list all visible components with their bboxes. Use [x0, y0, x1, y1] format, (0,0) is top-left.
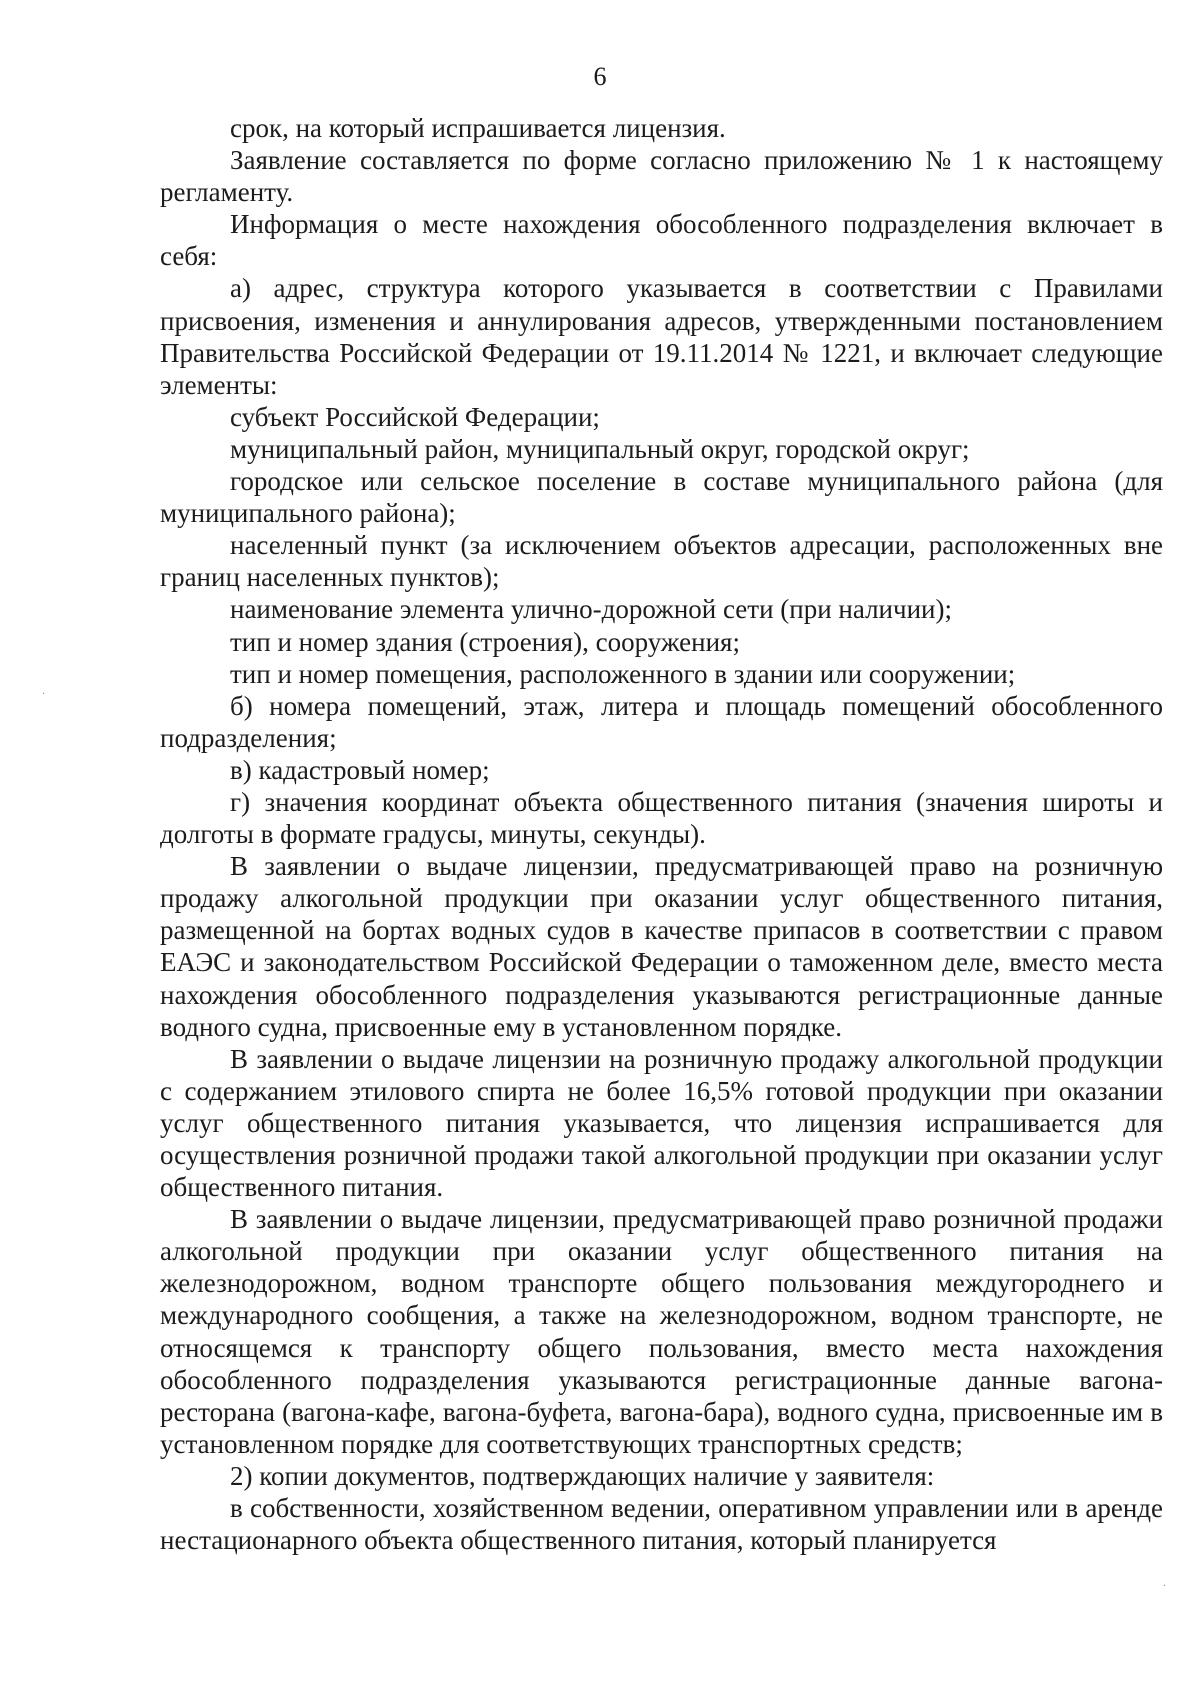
paragraph: В заявлении о выдаче лицензии, предусматривающей право розничной продажи алкогольной продукции при оказании услуг общественного питания на железнодорожном, водном транспорте общего пользования междугороднего и международного сообщения, а также на железнодорожном, водном транспорте, не относящемся к транспорту общего пользования, вместо места нахождения обособленного подразделения указываются регистрационные данные вагона-ресторана (вагона-кафе, вагона-буфета, вагона-бара), водного судна, присвоенные им в установленном порядке для соответствующих транспортных средств;	[160, 1204, 1163, 1459]
paragraph: срок, на который испрашивается лицензия.	[230, 113, 726, 143]
paragraph: Информация о месте нахождения обособленного подразделения включает в себя:	[160, 209, 1163, 272]
list-item: городское или сельское поселение в составе муниципального района (для муниципального района);	[160, 466, 1163, 529]
list-item: тип и номер помещения, расположенного в здании или сооружении;	[230, 658, 1016, 689]
page-number: 6	[593, 62, 607, 91]
paragraph: в) кадастровый номер;	[230, 754, 490, 785]
paragraph: В заявлении о выдаче лицензии на розничную продажу алкогольной продукции с содержанием этилового спирта не более 16,5% готовой продукции при оказании услуг общественного питания указывается, что лицензия испрашивается для осуществления розничной продажи такой алкогольной продукции при оказании услуг общественного питания.	[160, 1043, 1163, 1203]
list-item: наименование элемента улично-дорожной сети (при наличии);	[230, 594, 952, 625]
scan-speck: ·	[1163, 1581, 1167, 1592]
list-item: субъект Российской Федерации;	[230, 401, 600, 432]
scan-speck: ·	[42, 689, 46, 700]
paragraph: в собственности, хозяйственном ведении, оперативном управлении или в аренде нестационарного объекта общественного питания, который планируется	[160, 1493, 1163, 1556]
list-item: муниципальный район, муниципальный округ, городской округ;	[230, 433, 970, 464]
paragraph: 2) копии документов, подтверждающих наличие у заявителя:	[230, 1460, 935, 1491]
document-body	[160, 112, 1163, 1556]
paragraph: Заявление составляется по форме согласно приложению № 1 к настоящему регламенту.	[160, 145, 1163, 208]
list-item: тип и номер здания (строения), сооружения;	[230, 626, 740, 657]
paragraph: г) значения координат объекта общественного питания (значения широты и долготы в формате градусы, минуты, секунды).	[160, 786, 1163, 850]
list-item: населенный пункт (за исключением объектов адресации, расположенных вне границ населенных пунктов);	[160, 530, 1163, 593]
paragraph: а) адрес, структура которого указывается в соответствии с Правилами присвоения, изменения и аннулирования адресов, утвержденными постановлением Правительства Российской Федерации от 19.11.2014 № 1221, и включает следующие элементы:	[160, 273, 1163, 400]
paragraph: В заявлении о выдаче лицензии, предусматривающей право на розничную продажу алкогольной продукции при оказании услуг общественного питания, размещенной на бортах водных судов в качестве припасов в соответствии с правом ЕАЭС и законодательством Российской Федерации о таможенном деле, вместо места нахождения обособленного подразделения указываются регистрационные данные водного судна, присвоенные ему в установленном порядке.	[160, 851, 1163, 1042]
paragraph: б) номера помещений, этаж, литера и площадь помещений обособленного подразделения;	[160, 690, 1163, 753]
